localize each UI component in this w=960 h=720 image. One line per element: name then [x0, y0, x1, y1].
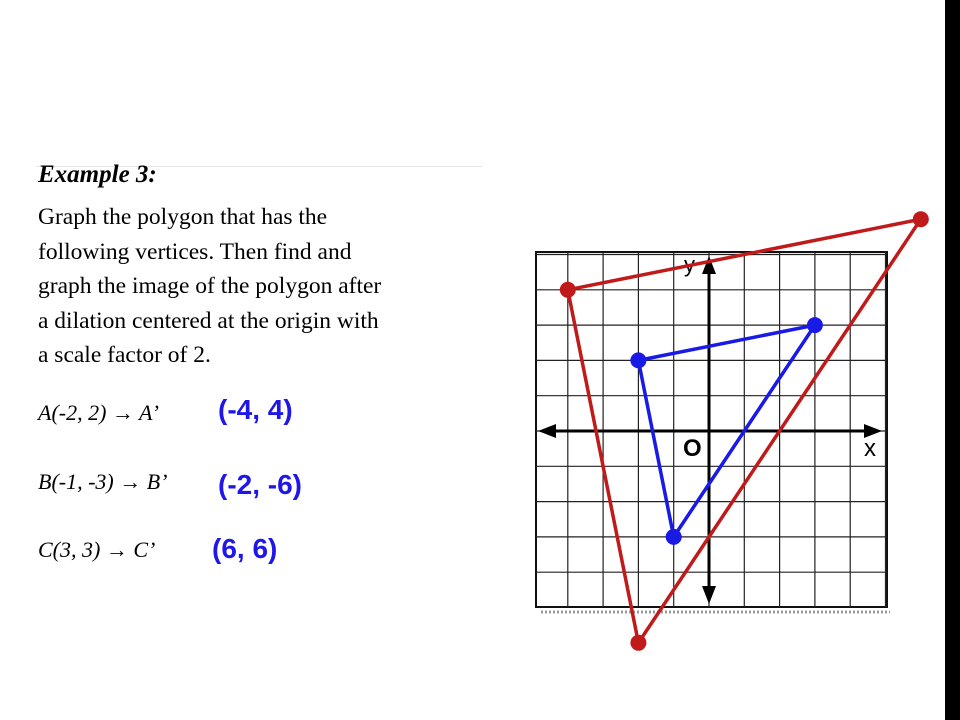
problem-line: Graph the polygon that has the [38, 204, 328, 230]
origin-label: O [683, 435, 702, 462]
problem-line: graph the image of the polygon after [38, 273, 382, 299]
original-polygon-vertex-point [666, 529, 682, 545]
y-axis-label: y [684, 252, 695, 277]
image-polygon-vertex-point [560, 282, 576, 298]
image-polygon-vertex-point [913, 211, 929, 227]
mapping-a-answer: (-4, 4) [218, 394, 293, 425]
problem-line: a scale factor of 2. [38, 342, 211, 368]
mapping-b-answer: (-2, -6) [218, 469, 302, 500]
mapping-b-label: B(-1, -3) → B’ [38, 469, 168, 494]
image-polygon-vertex-point [630, 635, 646, 651]
mapping-c-answer: (6, 6) [212, 533, 278, 564]
problem-line: following vertices. Then find and [38, 238, 352, 265]
problem-line: a dilation centered at the origin with [38, 307, 379, 334]
example-title: Example 3: [38, 161, 157, 188]
x-axis-label: x [864, 435, 876, 462]
mapping-a-label: A(-2, 2) → A’ [38, 400, 159, 425]
original-polygon-vertex-point [630, 352, 646, 368]
mapping-c-label: C(3, 3) → C’ [38, 537, 156, 562]
original-polygon-vertex-point [807, 317, 823, 333]
